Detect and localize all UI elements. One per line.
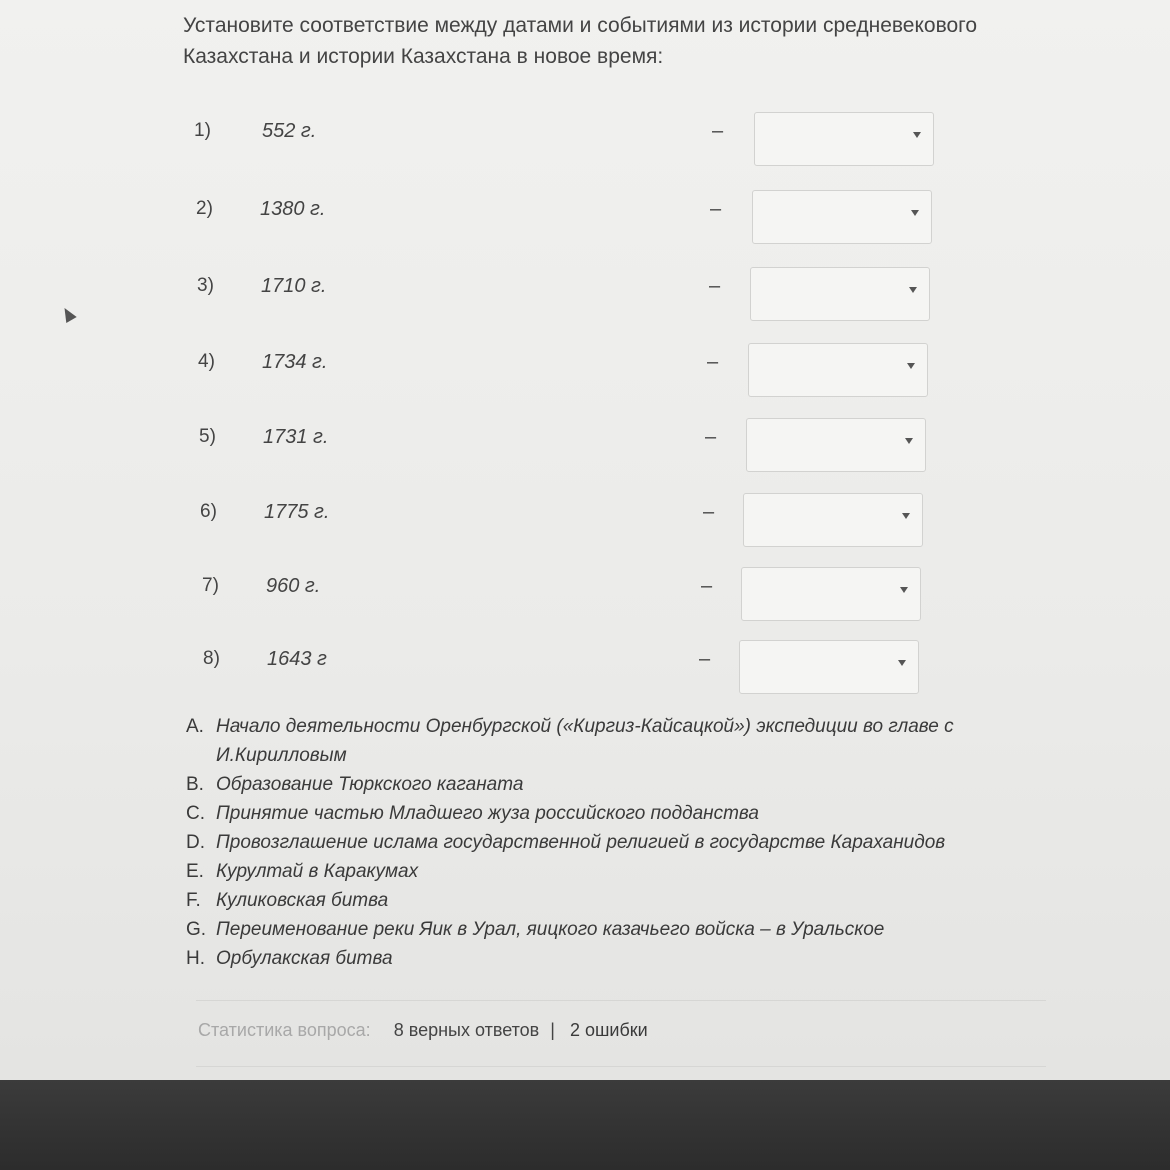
answer-select-5[interactable] xyxy=(746,418,926,472)
screen-bezel xyxy=(0,1080,1170,1170)
row-date: 552 г. xyxy=(262,120,317,142)
row-number: 6) xyxy=(200,501,217,522)
option-text: Образование Тюркского каганата xyxy=(216,774,524,795)
row-number: 1) xyxy=(194,120,211,141)
option-text: Куликовская битва xyxy=(216,890,389,911)
option-letter: E. xyxy=(186,861,204,882)
answer-select-2[interactable] xyxy=(752,190,932,244)
chevron-down-icon xyxy=(900,587,908,593)
row-number: 5) xyxy=(199,426,216,447)
row-number: 8) xyxy=(203,648,220,669)
row-dash: – xyxy=(703,501,715,523)
option-letter: A. xyxy=(186,716,204,737)
chevron-down-icon xyxy=(909,287,917,293)
chevron-down-icon xyxy=(905,438,913,444)
match-row-4 xyxy=(198,343,943,399)
match-row-6 xyxy=(200,493,945,549)
option-d xyxy=(186,828,1026,857)
option-text: Начало деятельности Оренбургской («Киргиз-Кайсацкой») экспедиции во главе с И.Кирилловым xyxy=(216,716,954,766)
option-letter: C. xyxy=(186,803,205,824)
row-dash: – xyxy=(709,275,721,297)
row-date: 1380 г. xyxy=(260,198,326,220)
answer-select-3[interactable] xyxy=(750,267,930,321)
row-dash: – xyxy=(710,198,722,220)
stats-separator: | xyxy=(550,1020,555,1040)
row-dash: – xyxy=(701,575,713,597)
answer-select-8[interactable] xyxy=(739,640,919,694)
chevron-down-icon xyxy=(913,132,921,138)
stats-label: Статистика вопроса: xyxy=(198,1020,371,1040)
row-number: 3) xyxy=(197,275,214,296)
option-c xyxy=(186,799,1026,828)
row-number: 7) xyxy=(202,575,219,596)
match-row-8 xyxy=(203,640,948,696)
option-text: Провозглашение ислама государственной религией в государстве Караханидов xyxy=(216,832,946,853)
row-number: 4) xyxy=(198,351,215,372)
option-text: Орбулакская битва xyxy=(216,948,393,969)
row-dash: – xyxy=(712,120,724,142)
chevron-down-icon xyxy=(907,363,915,369)
row-date: 1731 г. xyxy=(263,426,329,448)
divider xyxy=(196,1000,1046,1001)
option-g xyxy=(186,915,1026,944)
chevron-down-icon xyxy=(898,660,906,666)
row-date: 1734 г. xyxy=(262,351,328,373)
option-f xyxy=(186,886,1026,915)
option-b xyxy=(186,770,1026,799)
row-dash: – xyxy=(707,351,719,373)
row-date: 1643 г xyxy=(267,648,327,670)
match-row-5 xyxy=(199,418,944,474)
answer-select-7[interactable] xyxy=(741,567,921,621)
option-letter: G. xyxy=(186,919,207,940)
option-text: Курултай в Каракумах xyxy=(216,861,419,882)
stats-errors: 2 ошибки xyxy=(569,1020,648,1040)
row-date: 1775 г. xyxy=(264,501,330,523)
answer-select-1[interactable] xyxy=(754,112,934,166)
option-text: Переименование реки Яик в Урал, яицкого казачьего войска – в Уральское xyxy=(216,919,885,940)
option-text: Принятие частью Младшего жуза российского подданства xyxy=(216,803,759,824)
stats-correct: 8 верных ответов xyxy=(393,1020,540,1040)
option-letter: H. xyxy=(186,948,205,969)
divider xyxy=(196,1066,1046,1067)
question-stats xyxy=(198,1020,648,1041)
row-dash: – xyxy=(705,426,717,448)
options-list xyxy=(186,712,1026,973)
row-date: 1710 г. xyxy=(261,275,327,297)
row-date: 960 г. xyxy=(266,575,321,597)
mouse-cursor-icon xyxy=(59,305,76,323)
row-number: 2) xyxy=(196,198,213,219)
option-h xyxy=(186,944,1026,973)
match-row-7 xyxy=(202,567,947,623)
option-e xyxy=(186,857,1026,886)
chevron-down-icon xyxy=(902,513,910,519)
row-dash: – xyxy=(699,648,711,670)
answer-select-4[interactable] xyxy=(748,343,928,397)
option-a xyxy=(186,712,1026,770)
question-text: Установите соответствие между датами и событиями из истории средневекового Казахстана и истории Казахстана в новое время: xyxy=(183,14,978,68)
match-row-3 xyxy=(197,267,942,323)
match-row-2 xyxy=(196,190,941,246)
option-letter: D. xyxy=(186,832,205,853)
chevron-down-icon xyxy=(911,210,919,216)
match-row-1 xyxy=(194,112,939,168)
option-letter: B. xyxy=(186,774,204,795)
option-letter: F. xyxy=(186,890,201,911)
answer-select-6[interactable] xyxy=(743,493,923,547)
